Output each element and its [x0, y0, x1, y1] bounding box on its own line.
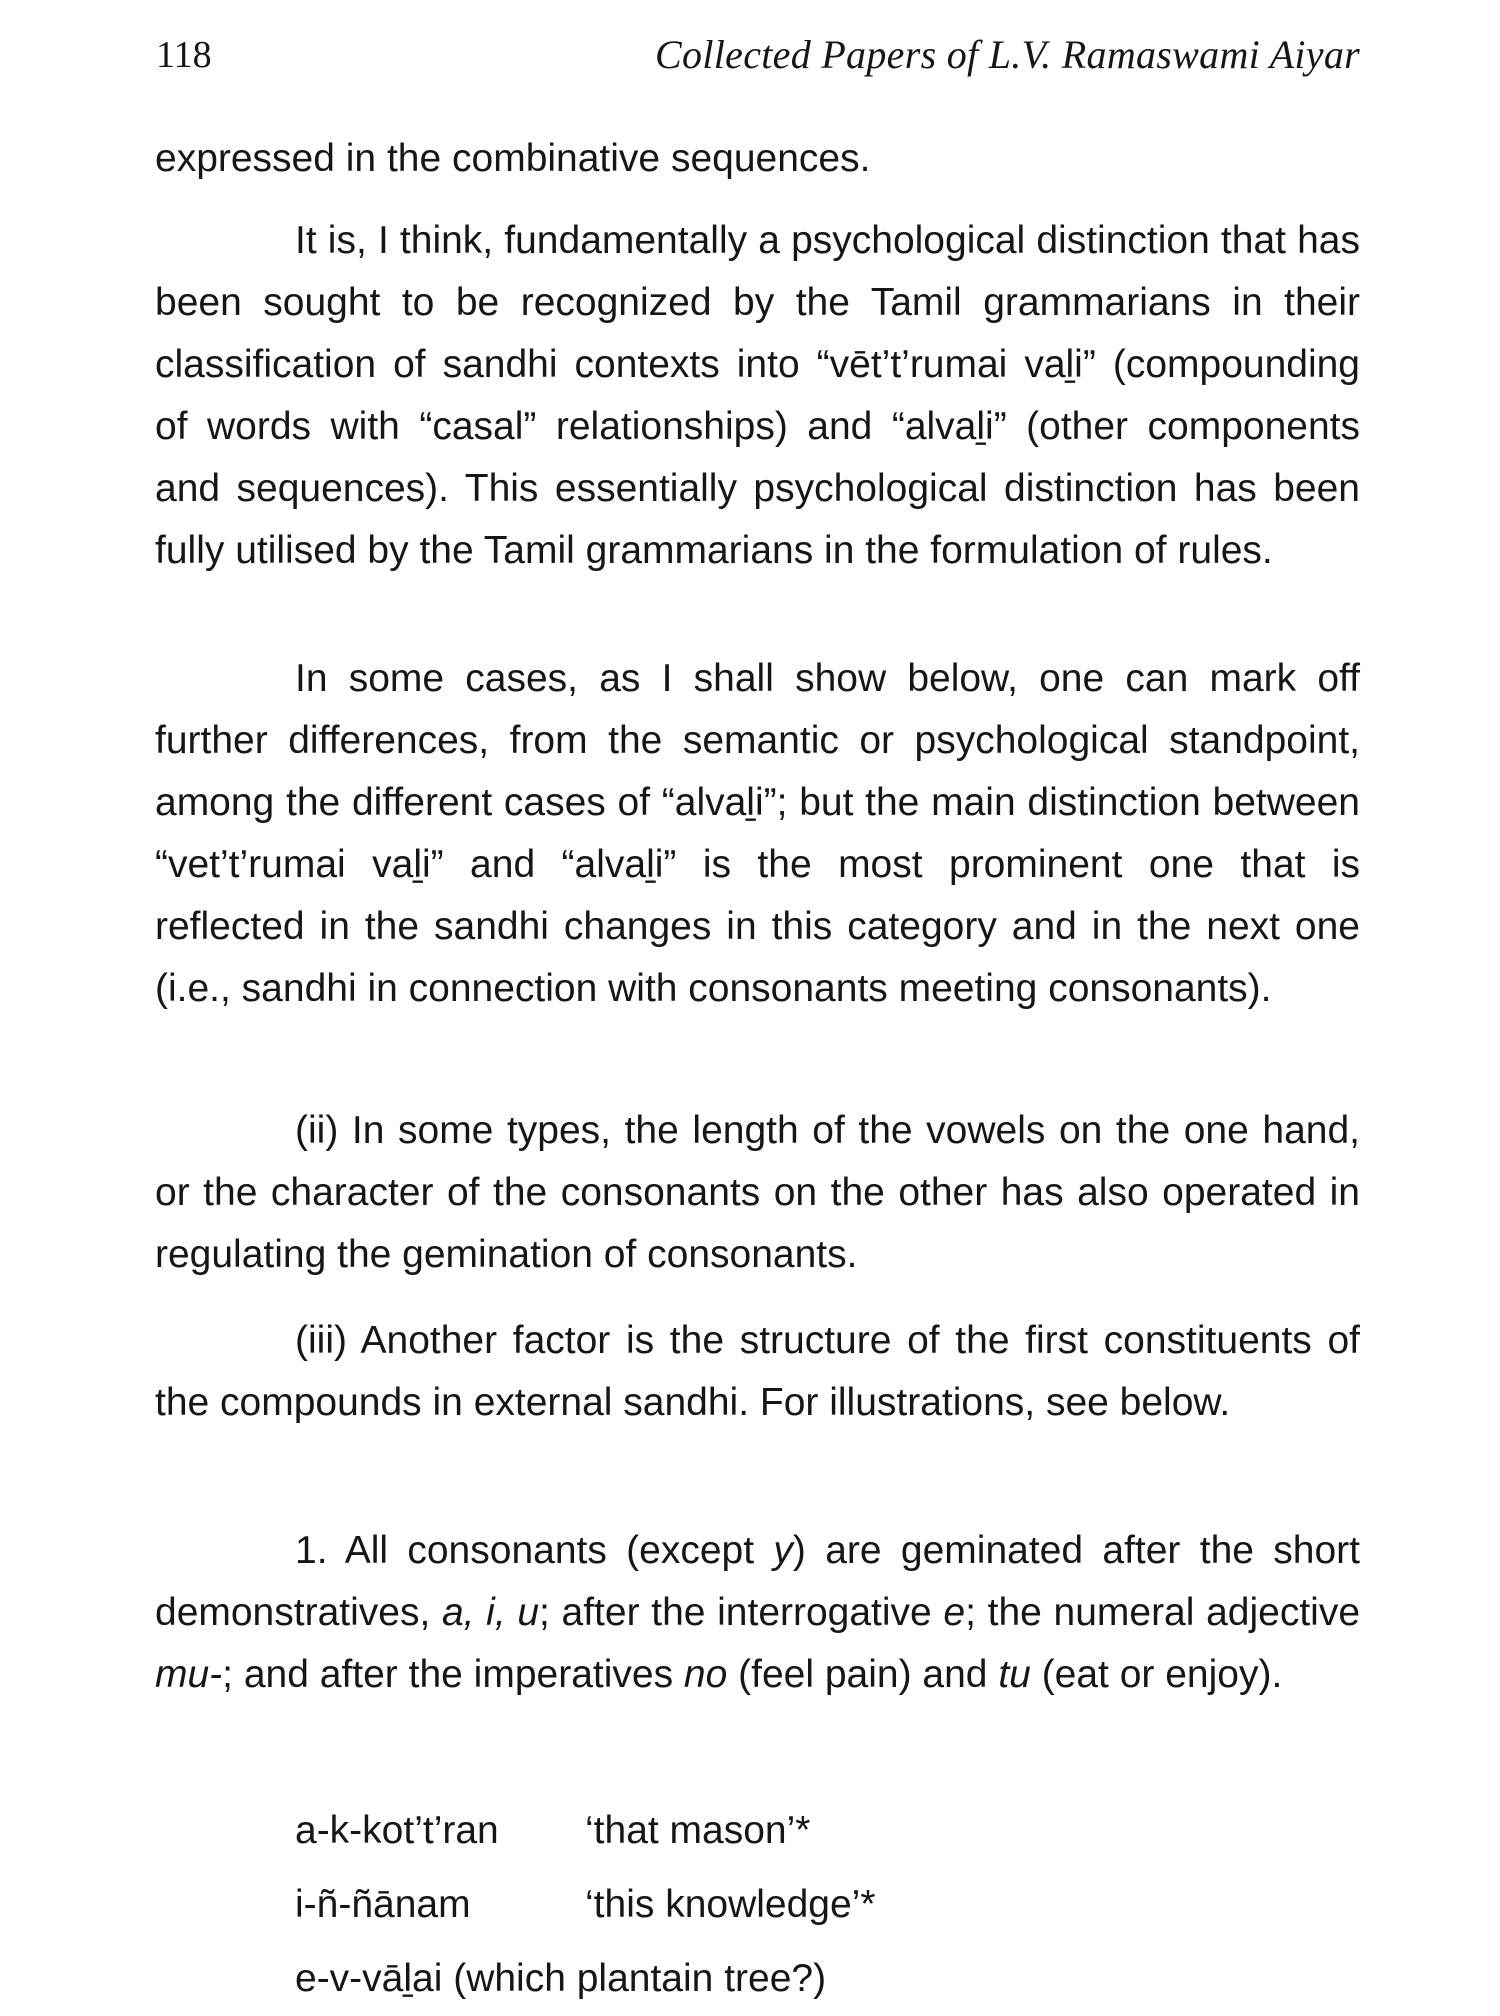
- paragraph-psychological-distinction: It is, I think, fundamentally a psychological distinction that has been sought to be recognized by the Tamil grammarians in their classification of sandhi contexts into “vēt’t’rumai vaḻi” (compounding of words with “casal” relationships) and “alvaḻi” (other components and sequences). This essentially psychological distinction has been fully utilised by the Tamil grammarians in the formulation of rules.: [155, 219, 1360, 572]
- example-word: a-k-kot’t’ran: [295, 1809, 499, 1852]
- paragraph-point-iii: (iii) Another factor is the structure of the first constituents of the compounds in external sandhi. For illustrations, see below.: [155, 1319, 1360, 1424]
- rule-term: mu-: [155, 1653, 223, 1696]
- example-word-with-gloss: e-v-vāḻai (which plantain tree?): [295, 1957, 827, 2000]
- rule-text: ; and after the imperatives: [222, 1653, 684, 1696]
- example-word: i-ñ-ñānam: [295, 1883, 471, 1926]
- running-head: [150, 30, 1360, 90]
- paragraph-further-differences: In some cases, as I shall show below, one can mark off further differences, from the semantic or psychological standpoint, among the different cases of “alvaḻi”; but the main distinction between “vet’t’rumai vaḻi” and “alvaḻi” is the most prominent one that is reflected in the sandhi changes in this category and in the next one (i.e., sandhi in connection with consonants meeting consonants).: [155, 657, 1360, 1010]
- example-gloss: ‘this knowledge’*: [585, 1883, 876, 1926]
- paragraph-point-ii: (ii) In some types, the length of the vowels on the one hand, or the character of the consonants on the other has also operated in regulating the gemination of consonants.: [155, 1109, 1360, 1276]
- page-number: 118: [156, 34, 212, 76]
- example-item: [295, 1868, 1195, 1942]
- paragraph-rule-1: [155, 1520, 1360, 1706]
- rule-text: (eat or enjoy).: [1030, 1653, 1283, 1696]
- rule-term: y: [773, 1529, 793, 1572]
- rule-term: tu: [998, 1653, 1031, 1696]
- example-gloss: ‘that mason’*: [585, 1809, 811, 1852]
- example-item: [295, 1794, 1195, 1868]
- rule-text: ; the numeral adjective: [965, 1591, 1361, 1634]
- rule-text: ) are geminated after the short demonstratives,: [155, 1529, 1360, 1634]
- rule-term: e: [943, 1591, 966, 1634]
- rule-text: (feel pain) and: [727, 1653, 999, 1696]
- example-list: [295, 1794, 1195, 2016]
- book-title: Collected Papers of L.V. Ramaswami Aiyar: [655, 32, 1360, 77]
- paragraph-continuation: expressed in the combinative sequences.: [155, 137, 871, 180]
- rule-text: 1. All consonants (except: [295, 1529, 774, 1572]
- rule-term: no: [683, 1653, 728, 1696]
- rule-term: a, i, u: [441, 1591, 540, 1634]
- example-item: [295, 1942, 1195, 2016]
- rule-text: ; after the interrogative: [539, 1591, 944, 1634]
